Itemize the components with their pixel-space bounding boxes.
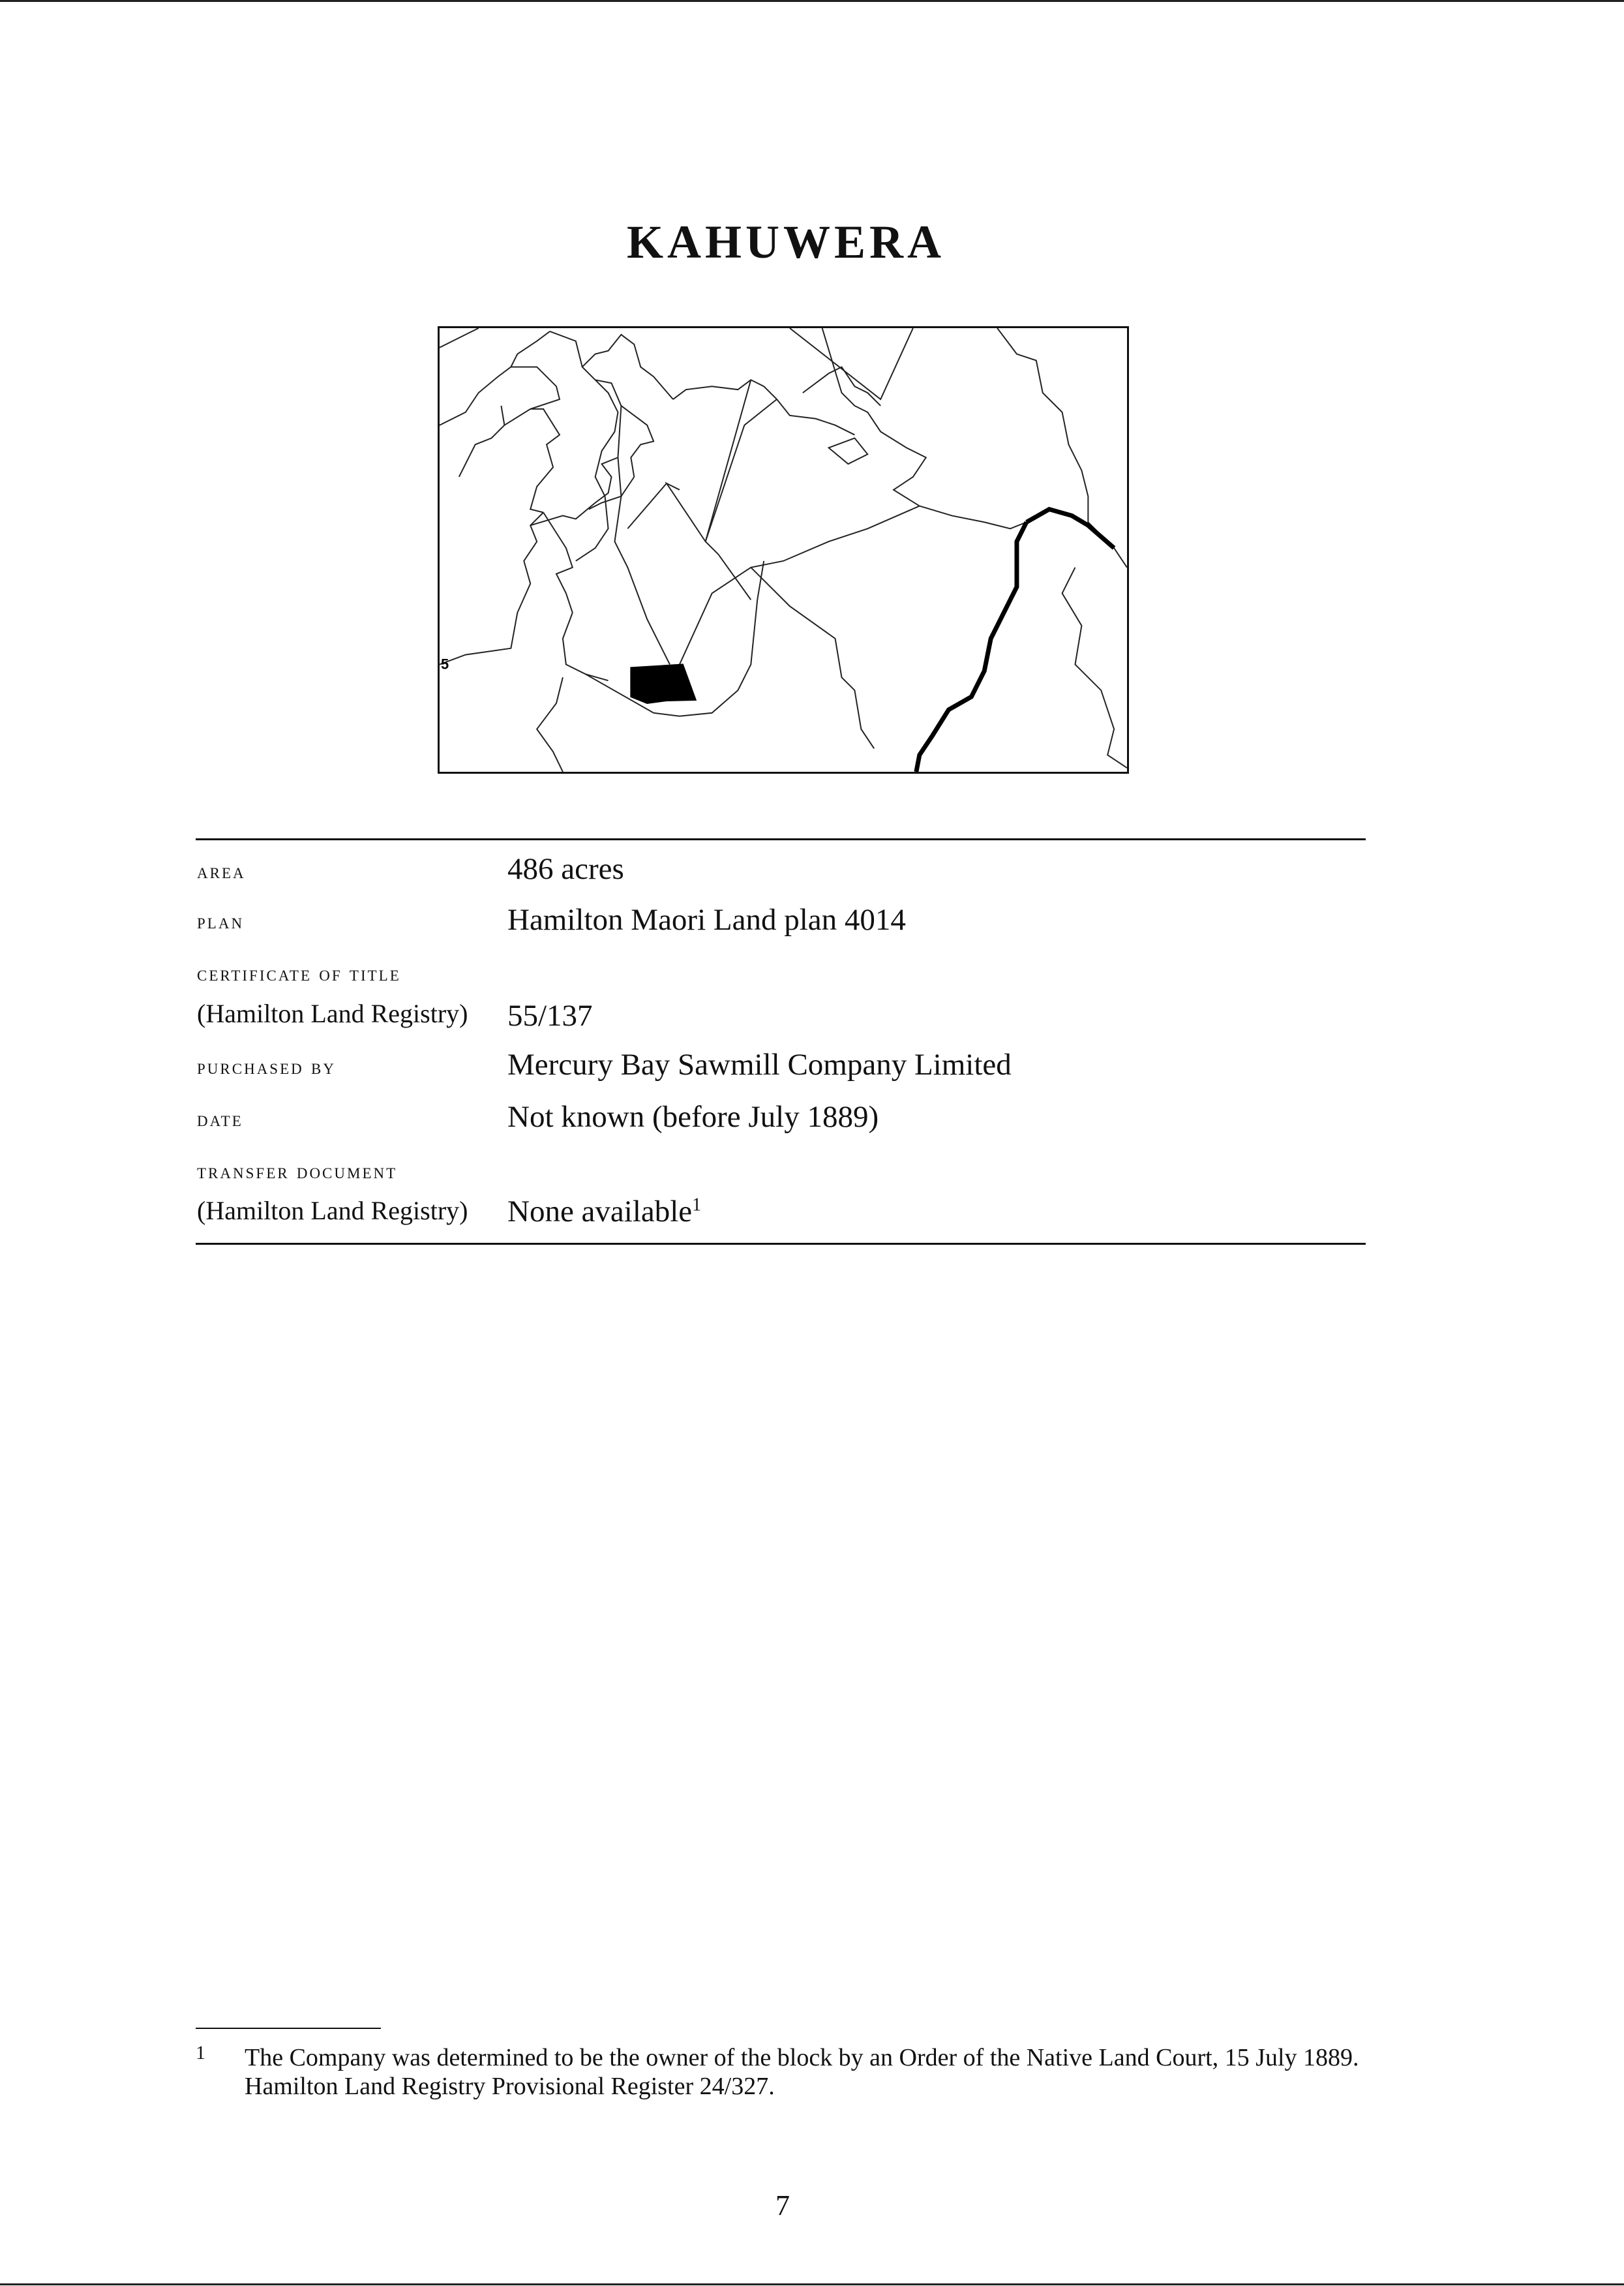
page-number: 7	[775, 2189, 790, 2221]
plan-value: Hamilton Maori Land plan 4014	[507, 903, 906, 937]
date-value: Not known (before July 1889)	[507, 1100, 879, 1134]
footnote-reference[interactable]: 1	[692, 1195, 702, 1215]
purchased-by-value: Mercury Bay Sawmill Company Limited	[507, 1048, 1012, 1082]
certificate-value: 55/137	[507, 999, 593, 1033]
map-marker-text: 5	[440, 656, 449, 673]
transfer-value	[507, 1194, 701, 1229]
table-bottom-rule	[196, 1243, 1366, 1245]
footnote-rule	[196, 2028, 381, 2029]
page-title: KAHUWERA	[626, 216, 945, 268]
footnote-text: The Company was determined to be the owner of the block by an Order of the Native Land Court, 15 July 1889. Hamilton Land Registry Provisional Register 24/327.	[245, 2044, 1359, 2100]
transfer-registry: (Hamilton Land Registry)	[197, 1196, 468, 1225]
page-bottom-edge	[0, 2283, 1624, 2285]
transfer-label: transfer document	[197, 1160, 398, 1183]
date-label: date	[197, 1108, 243, 1131]
kahuwera-block-highlight	[631, 664, 695, 703]
location-map-icon	[440, 328, 1127, 772]
area-value: 486 acres	[507, 852, 624, 886]
table-top-rule	[196, 838, 1366, 840]
plan-label: plan	[197, 910, 245, 934]
location-map	[438, 326, 1129, 774]
transfer-value-text: None available	[507, 1195, 693, 1228]
certificate-registry: (Hamilton Land Registry)	[197, 999, 468, 1028]
certificate-label: certificate of title	[197, 962, 401, 986]
purchased-by-label: purchased by	[197, 1056, 336, 1079]
page-top-edge	[0, 0, 1624, 2]
footnote-number: 1	[196, 2042, 205, 2064]
area-label: area	[197, 860, 246, 883]
